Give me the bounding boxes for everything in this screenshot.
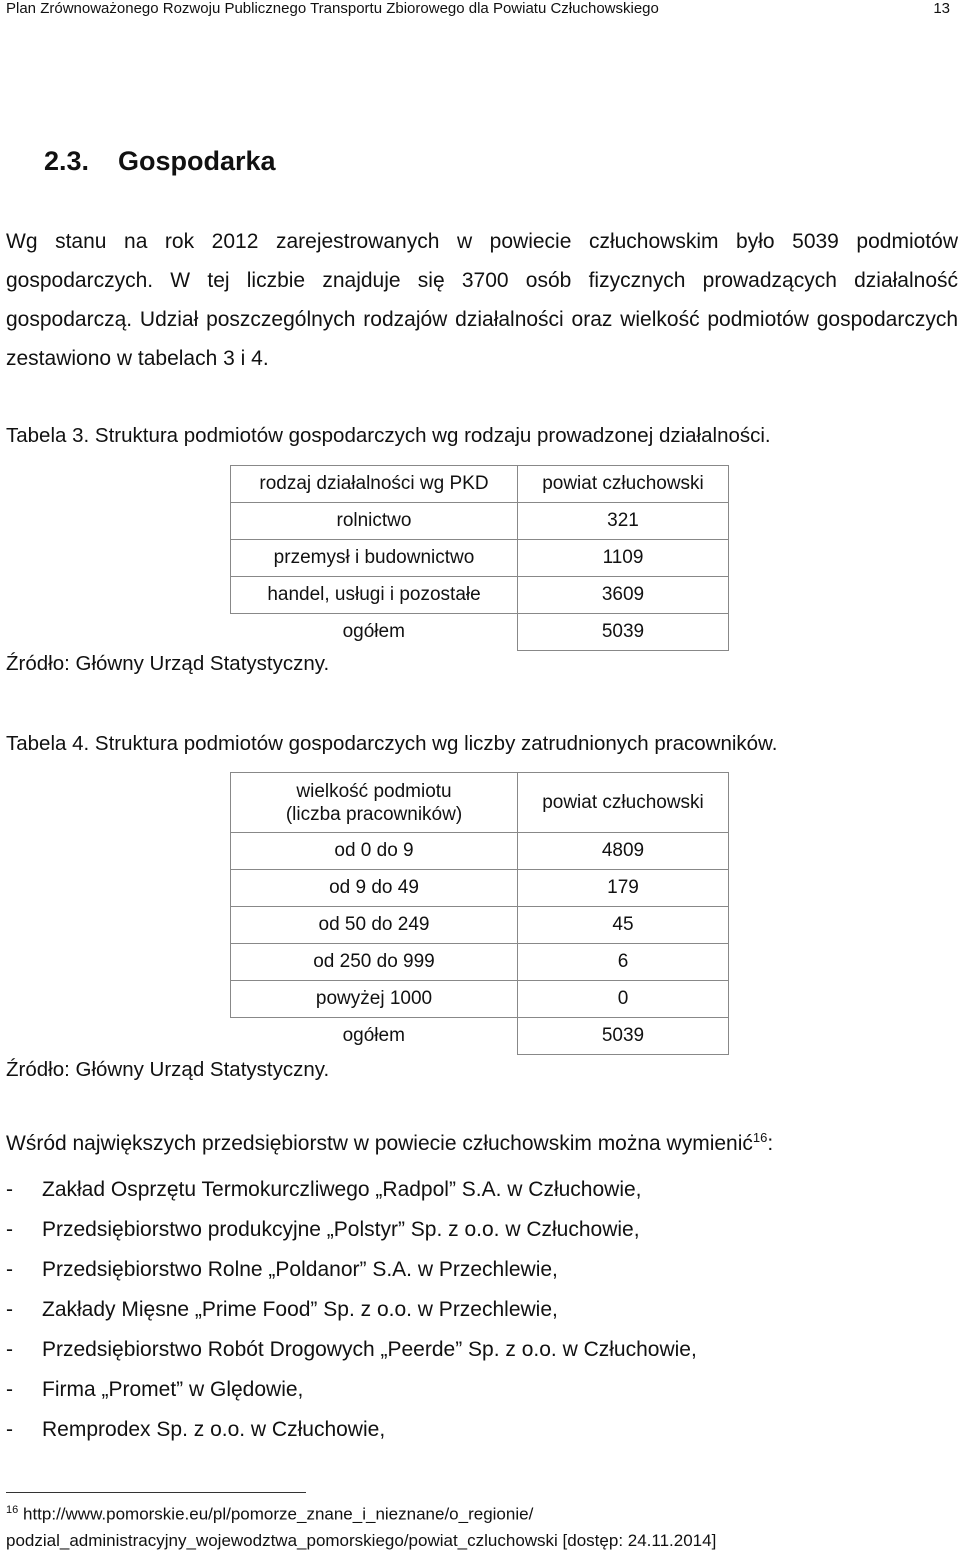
footnote-number: 16 <box>6 1504 19 1516</box>
table3-source: Źródło: Główny Urząd Statystyczny. <box>6 652 330 675</box>
list-item <box>6 1170 697 1210</box>
table-cell: 0 <box>518 981 729 1018</box>
list-item-text: Firma „Promet” w Ględowie, <box>42 1378 304 1401</box>
table-cell: 321 <box>518 503 729 540</box>
table-cell: od 9 do 49 <box>231 870 518 907</box>
table-row <box>231 907 729 944</box>
table4-header-size-line1: wielkość podmiotu <box>296 780 452 802</box>
list-item <box>6 1370 697 1410</box>
table4-source: Źródło: Główny Urząd Statystyczny. <box>6 1058 330 1081</box>
footnote-ref[interactable]: 16 <box>752 1130 768 1145</box>
table3-header-row <box>231 466 729 503</box>
table-cell: 5039 <box>518 1018 729 1055</box>
table-cell: rolnictwo <box>231 503 518 540</box>
body-paragraph: Wg stanu na rok 2012 zarejestrowanych w powiecie człuchowskim było 5039 podmiotów gospodarczych. W tej liczbie znajduje się 3700 osób fizycznych prowadzących działalność gospodarczą. Udział poszczególnych rodzajów działalności oraz wielkość podmiotów gospodarczych zestawiono w tabelach 3 i 4. <box>6 230 958 370</box>
list-dash: - <box>6 1298 13 1321</box>
enterprises-list <box>6 1170 697 1450</box>
list-item-text: Remprodex Sp. z o.o. w Człuchowie, <box>42 1418 386 1441</box>
table-cell: ogółem <box>342 621 405 643</box>
table4-header-county: powiat człuchowski <box>518 773 729 833</box>
list-item <box>6 1290 697 1330</box>
list-dash: - <box>6 1378 13 1401</box>
table4-caption: Tabela 4. Struktura podmiotów gospodarczych wg liczby zatrudnionych pracowników. <box>6 732 778 755</box>
page-number: 13 <box>933 0 950 17</box>
table3-header-activity: rodzaj działalności wg PKD <box>231 466 518 503</box>
table-row <box>231 944 729 981</box>
table-row <box>231 870 729 907</box>
table-cell: od 250 do 999 <box>231 944 518 981</box>
table-row <box>231 981 729 1018</box>
table-cell: 3609 <box>518 577 729 614</box>
enterprises-intro <box>6 1130 773 1156</box>
table-row <box>231 540 729 577</box>
list-dash: - <box>6 1338 13 1361</box>
table3-caption: Tabela 3. Struktura podmiotów gospodarczych wg rodzaju prowadzonej działalności. <box>6 424 771 447</box>
enterprises-intro-text: Wśród największych przedsiębiorstw w powiecie człuchowskim można wymienić <box>6 1132 753 1155</box>
footnote-line2: podzial_administracyjny_wojewodztwa_pomorskiego/powiat_czluchowski [dostęp: 24.11.2014] <box>6 1530 717 1550</box>
table3-header-county: powiat człuchowski <box>518 466 729 503</box>
table3-total-row <box>231 614 729 651</box>
section-heading <box>44 146 276 177</box>
section-title: Gospodarka <box>118 146 276 176</box>
running-header: Plan Zrównoważonego Rozwoju Publicznego Transportu Zbiorowego dla Powiatu Człuchowskiego <box>6 0 659 17</box>
footnote-divider <box>6 1492 306 1493</box>
list-item <box>6 1210 697 1250</box>
section-number: 2.3. <box>44 146 90 176</box>
table-cell: ogółem <box>342 1025 405 1047</box>
table-cell: od 0 do 9 <box>231 833 518 870</box>
footnote-line1 <box>6 1497 716 1528</box>
footnote <box>6 1497 716 1554</box>
list-item-text: Zakład Osprzętu Termokurczliwego „Radpol” S.A. w Człuchowie, <box>42 1178 642 1201</box>
table3 <box>230 465 729 651</box>
list-dash: - <box>6 1218 13 1241</box>
table-cell: 4809 <box>518 833 729 870</box>
table-cell: 5039 <box>518 614 729 651</box>
table4-header-row <box>231 773 729 833</box>
table-cell: 6 <box>518 944 729 981</box>
footnote-link[interactable]: http://www.pomorskie.eu/pl/pomorze_znane_i_nieznane/o_regionie/ <box>22 1504 534 1524</box>
list-dash: - <box>6 1258 13 1281</box>
table-row <box>231 577 729 614</box>
table4 <box>230 772 729 1055</box>
table-cell: 45 <box>518 907 729 944</box>
table-cell: 179 <box>518 870 729 907</box>
list-dash: - <box>6 1418 13 1441</box>
table-cell: 1109 <box>518 540 729 577</box>
table-cell: powyżej 1000 <box>231 981 518 1018</box>
table-row <box>231 833 729 870</box>
list-item <box>6 1250 697 1290</box>
enterprises-intro-end: : <box>767 1132 774 1155</box>
list-item <box>6 1410 697 1450</box>
list-item-text: Przedsiębiorstwo produkcyjne „Polstyr” Sp. z o.o. w Człuchowie, <box>42 1218 640 1241</box>
list-dash: - <box>6 1178 13 1201</box>
table4-total-row <box>231 1018 729 1055</box>
table-cell: handel, usługi i pozostałe <box>231 577 518 614</box>
list-item-text: Zakłady Mięsne „Prime Food” Sp. z o.o. w Przechlewie, <box>42 1298 558 1321</box>
table4-header-size <box>231 773 518 833</box>
table-cell: przemysł i budownictwo <box>231 540 518 577</box>
list-item <box>6 1330 697 1370</box>
table-row <box>231 503 729 540</box>
table-cell: od 50 do 249 <box>231 907 518 944</box>
list-item-text: Przedsiębiorstwo Rolne „Poldanor” S.A. w Przechlewie, <box>42 1258 558 1281</box>
table4-header-size-line2: (liczba pracowników) <box>285 803 463 825</box>
list-item-text: Przedsiębiorstwo Robót Drogowych „Peerde” Sp. z o.o. w Człuchowie, <box>42 1338 697 1361</box>
